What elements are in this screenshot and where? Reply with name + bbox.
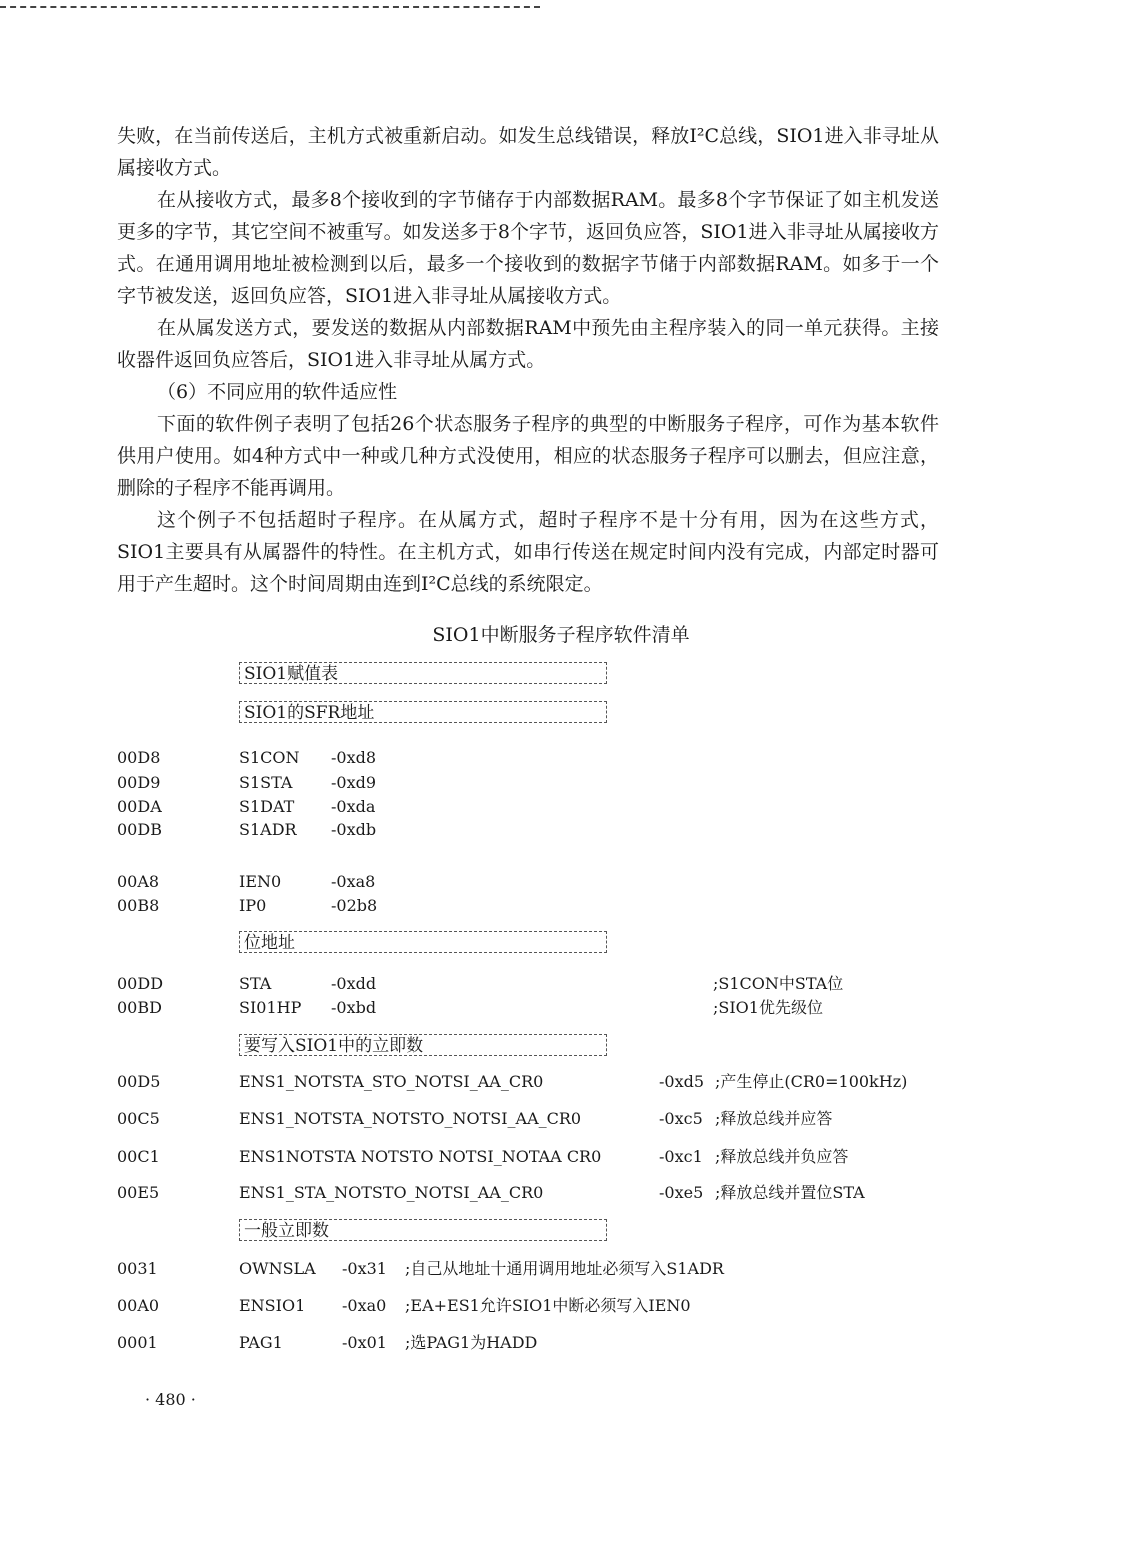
row-comment: ;产生停止(CR0=100kHz) xyxy=(715,1072,908,1091)
row-comment: ;释放总线并置位STA xyxy=(715,1183,865,1202)
row-value: -0x31 xyxy=(342,1259,387,1278)
row-value: -0xe5 xyxy=(659,1183,704,1202)
row-name: ENSIO1 xyxy=(239,1296,306,1315)
row-value: -0xc1 xyxy=(659,1147,703,1166)
row-name: STA xyxy=(239,974,272,993)
general-row xyxy=(117,1294,937,1318)
box-label-assignment-table: SIO1赋值表 xyxy=(239,662,607,684)
row-name: ENS1_NOTSTA_NOTSTO_NOTSI_AA_CR0 xyxy=(239,1109,582,1128)
row-name: OWNSLA xyxy=(239,1259,316,1278)
box-label-immediates: 要写入SIO1中的立即数 xyxy=(239,1034,607,1056)
paragraph-4: 下面的软件例子表明了包括26个状态服务子程序的典型的中断服务子程序，可作为基本软件供用户使用。如4种方式中一种或几种方式没使用，相应的状态服务子程序可以删去，但应注意，删除的子程序不能再调用。 xyxy=(117,413,939,499)
row-address: 00D9 xyxy=(117,773,161,792)
row-address: 00DA xyxy=(117,797,162,816)
row-name: ENS1_STA_NOTSTO_NOTSI_AA_CR0 xyxy=(239,1183,544,1202)
row-value: -0xbd xyxy=(331,998,377,1017)
box-label-sfr-address: SIO1的SFR地址 xyxy=(239,701,607,723)
row-name: S1STA xyxy=(239,773,293,792)
row-value: -0xd9 xyxy=(331,773,377,792)
paragraph-1: 失败，在当前传送后，主机方式被重新启动。如发生总线错误，释放I²C总线，SIO1进入非寻址从属接收方式。 xyxy=(117,125,939,179)
row-value: -0xdd xyxy=(331,974,377,993)
row-address: 00D5 xyxy=(117,1072,161,1091)
sfr-row xyxy=(117,795,937,819)
row-name: S1CON xyxy=(239,748,300,767)
row-address: 00BD xyxy=(117,998,162,1017)
row-address: 00E5 xyxy=(117,1183,160,1202)
row-address: 00C1 xyxy=(117,1147,160,1166)
row-name: IP0 xyxy=(239,896,267,915)
ie-row xyxy=(117,894,937,918)
row-value: -0xd8 xyxy=(331,748,377,767)
general-row xyxy=(117,1257,937,1281)
page-number: · 480 · xyxy=(145,1390,196,1409)
paragraph-2: 在从接收方式，最多8个接收到的字节储存于内部数据RAM。最多8个字节保证了如主机发送更多的字节，其它空间不被重写。如发送多于8个字节，返回负应答，SIO1进入非寻址从属接收方式。在通用调用地址被检测到以后，最多一个接收到的数据字节储于内部数据RAM。如多于一个字节被发送，返回负应答，SIO1进入非寻址从属接收方式。 xyxy=(117,189,939,307)
row-comment: ;SIO1优先级位 xyxy=(713,998,823,1017)
row-name: IEN0 xyxy=(239,872,282,891)
row-comment: ;选PAG1为HADD xyxy=(405,1333,538,1352)
row-address: 0031 xyxy=(117,1259,158,1278)
row-comment: ;EA+ES1允许SIO1中断必须写入IEN0 xyxy=(405,1296,691,1315)
general-row xyxy=(117,1331,937,1355)
row-address: 0001 xyxy=(117,1333,158,1352)
row-value: -0xda xyxy=(331,797,376,816)
row-name: SI01HP xyxy=(239,998,302,1017)
box-label-general-immediates: 一般立即数 xyxy=(239,1219,607,1241)
immediate-row xyxy=(117,1181,937,1205)
row-comment: ;自己从地址十通用调用地址必须写入S1ADR xyxy=(405,1259,724,1278)
row-address: 00A8 xyxy=(117,872,160,891)
sfr-row xyxy=(117,771,937,795)
row-name: PAG1 xyxy=(239,1333,283,1352)
bit-row xyxy=(117,972,937,996)
row-address: 00DB xyxy=(117,820,162,839)
bit-row xyxy=(117,996,937,1020)
sfr-row xyxy=(117,818,937,842)
listing-title: SIO1中断服务子程序软件清单 xyxy=(432,624,690,646)
row-name: S1DAT xyxy=(239,797,295,816)
row-name: ENS1NOTSTA NOTSTO NOTSI_NOTAA CR0 xyxy=(239,1147,602,1166)
top-dashed-rule xyxy=(0,6,540,8)
immediate-row xyxy=(117,1107,937,1131)
row-value: -02b8 xyxy=(331,896,378,915)
row-value: -0xc5 xyxy=(659,1109,703,1128)
sfr-row xyxy=(117,746,937,770)
row-address: 00C5 xyxy=(117,1109,160,1128)
row-comment: ;释放总线并应答 xyxy=(715,1109,833,1128)
ie-row xyxy=(117,870,937,894)
row-address: 00D8 xyxy=(117,748,161,767)
section-heading: （6）不同应用的软件适应性 xyxy=(157,381,398,403)
immediate-row xyxy=(117,1070,937,1094)
row-address: 00DD xyxy=(117,974,164,993)
row-value: -0x01 xyxy=(342,1333,387,1352)
row-address: 00B8 xyxy=(117,896,160,915)
paragraph-3: 在从属发送方式，要发送的数据从内部数据RAM中预先由主程序装入的同一单元获得。主接收器件返回负应答后，SIO1进入非寻址从属方式。 xyxy=(117,317,939,371)
row-value: -0xa8 xyxy=(331,872,376,891)
paragraph-5: 这个例子不包括超时子程序。在从属方式，超时子程序不是十分有用，因为在这些方式，SIO1主要具有从属器件的特性。在主机方式，如串行传送在规定时间内没有完成，内部定时器可用于产生超时。这个时间周期由连到I²C总线的系统限定。 xyxy=(117,509,939,595)
row-address: 00A0 xyxy=(117,1296,160,1315)
row-value: -0xa0 xyxy=(342,1296,387,1315)
row-value: -0xdb xyxy=(331,820,377,839)
row-name: S1ADR xyxy=(239,820,297,839)
row-comment: ;S1CON中STA位 xyxy=(713,974,844,993)
immediate-row xyxy=(117,1145,937,1169)
row-comment: ;释放总线并负应答 xyxy=(715,1147,849,1166)
row-value: -0xd5 xyxy=(659,1072,705,1091)
box-label-bit-address: 位地址 xyxy=(239,931,607,953)
row-name: ENS1_NOTSTA_STO_NOTSI_AA_CR0 xyxy=(239,1072,544,1091)
